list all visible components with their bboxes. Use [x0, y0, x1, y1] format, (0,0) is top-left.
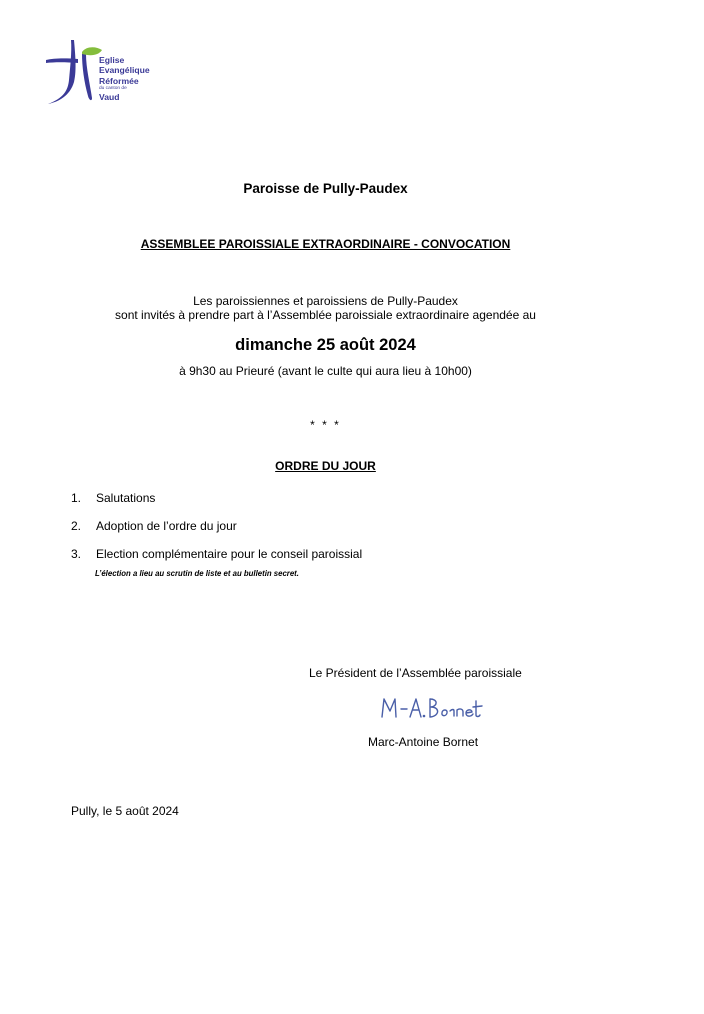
agenda-item: [71, 519, 237, 533]
agenda-title: [0, 459, 651, 473]
logo-text: [99, 55, 150, 103]
document-title: [0, 237, 651, 251]
agenda-item-number: 2.: [71, 519, 82, 533]
cross-leaf-icon: [44, 38, 104, 110]
document-title-text: ASSEMBLEE PAROISSIALE EXTRAORDINAIRE - CONVOCATION: [140, 237, 511, 251]
separator: * * *: [310, 418, 341, 432]
agenda-title-text: ORDRE DU JOUR: [275, 459, 376, 473]
agenda-item: [71, 491, 155, 505]
invitation-text: [0, 295, 651, 323]
eerv-logo: [44, 38, 164, 118]
signatory-name: Marc-Antoine Bornet: [368, 735, 479, 749]
agenda-item-text: Salutations: [96, 491, 156, 505]
logo-line: Vaud: [99, 92, 120, 103]
agenda-item-number: 1.: [71, 491, 82, 505]
signature-icon: [376, 693, 488, 725]
logo-line: Réformée: [99, 75, 139, 86]
signatory-role: Le Président de l’Assemblée paroissiale: [309, 666, 522, 680]
meeting-time-place: à 9h30 au Prieuré (avant le culte qui aura lieu à 10h00): [179, 364, 472, 378]
invitation-line-2: sont invités à prendre part à l’Assemblée paroissiale extraordinaire agendée au: [115, 307, 536, 322]
agenda-item-text: Election complémentaire pour le conseil paroissial: [96, 547, 363, 561]
logo-line: Evangélique: [99, 65, 150, 76]
meeting-date: dimanche 25 août 2024: [235, 336, 416, 354]
agenda-item: [71, 547, 362, 561]
parish-name: Paroisse de Pully-Paudex: [243, 181, 408, 196]
place-and-date: Pully, le 5 août 2024: [71, 804, 179, 818]
agenda-item-number: 3.: [71, 547, 82, 561]
logo-line: du canton de: [99, 86, 127, 92]
election-note: L’élection a lieu au scrutin de liste et au bulletin secret.: [95, 569, 299, 578]
handwritten-signature: [376, 693, 488, 725]
invitation-line-1: Les paroissiennes et paroissiens de Pully-Paudex: [193, 294, 458, 308]
agenda-item-text: Adoption de l’ordre du jour: [96, 519, 237, 533]
logo-line: Eglise: [99, 55, 125, 65]
